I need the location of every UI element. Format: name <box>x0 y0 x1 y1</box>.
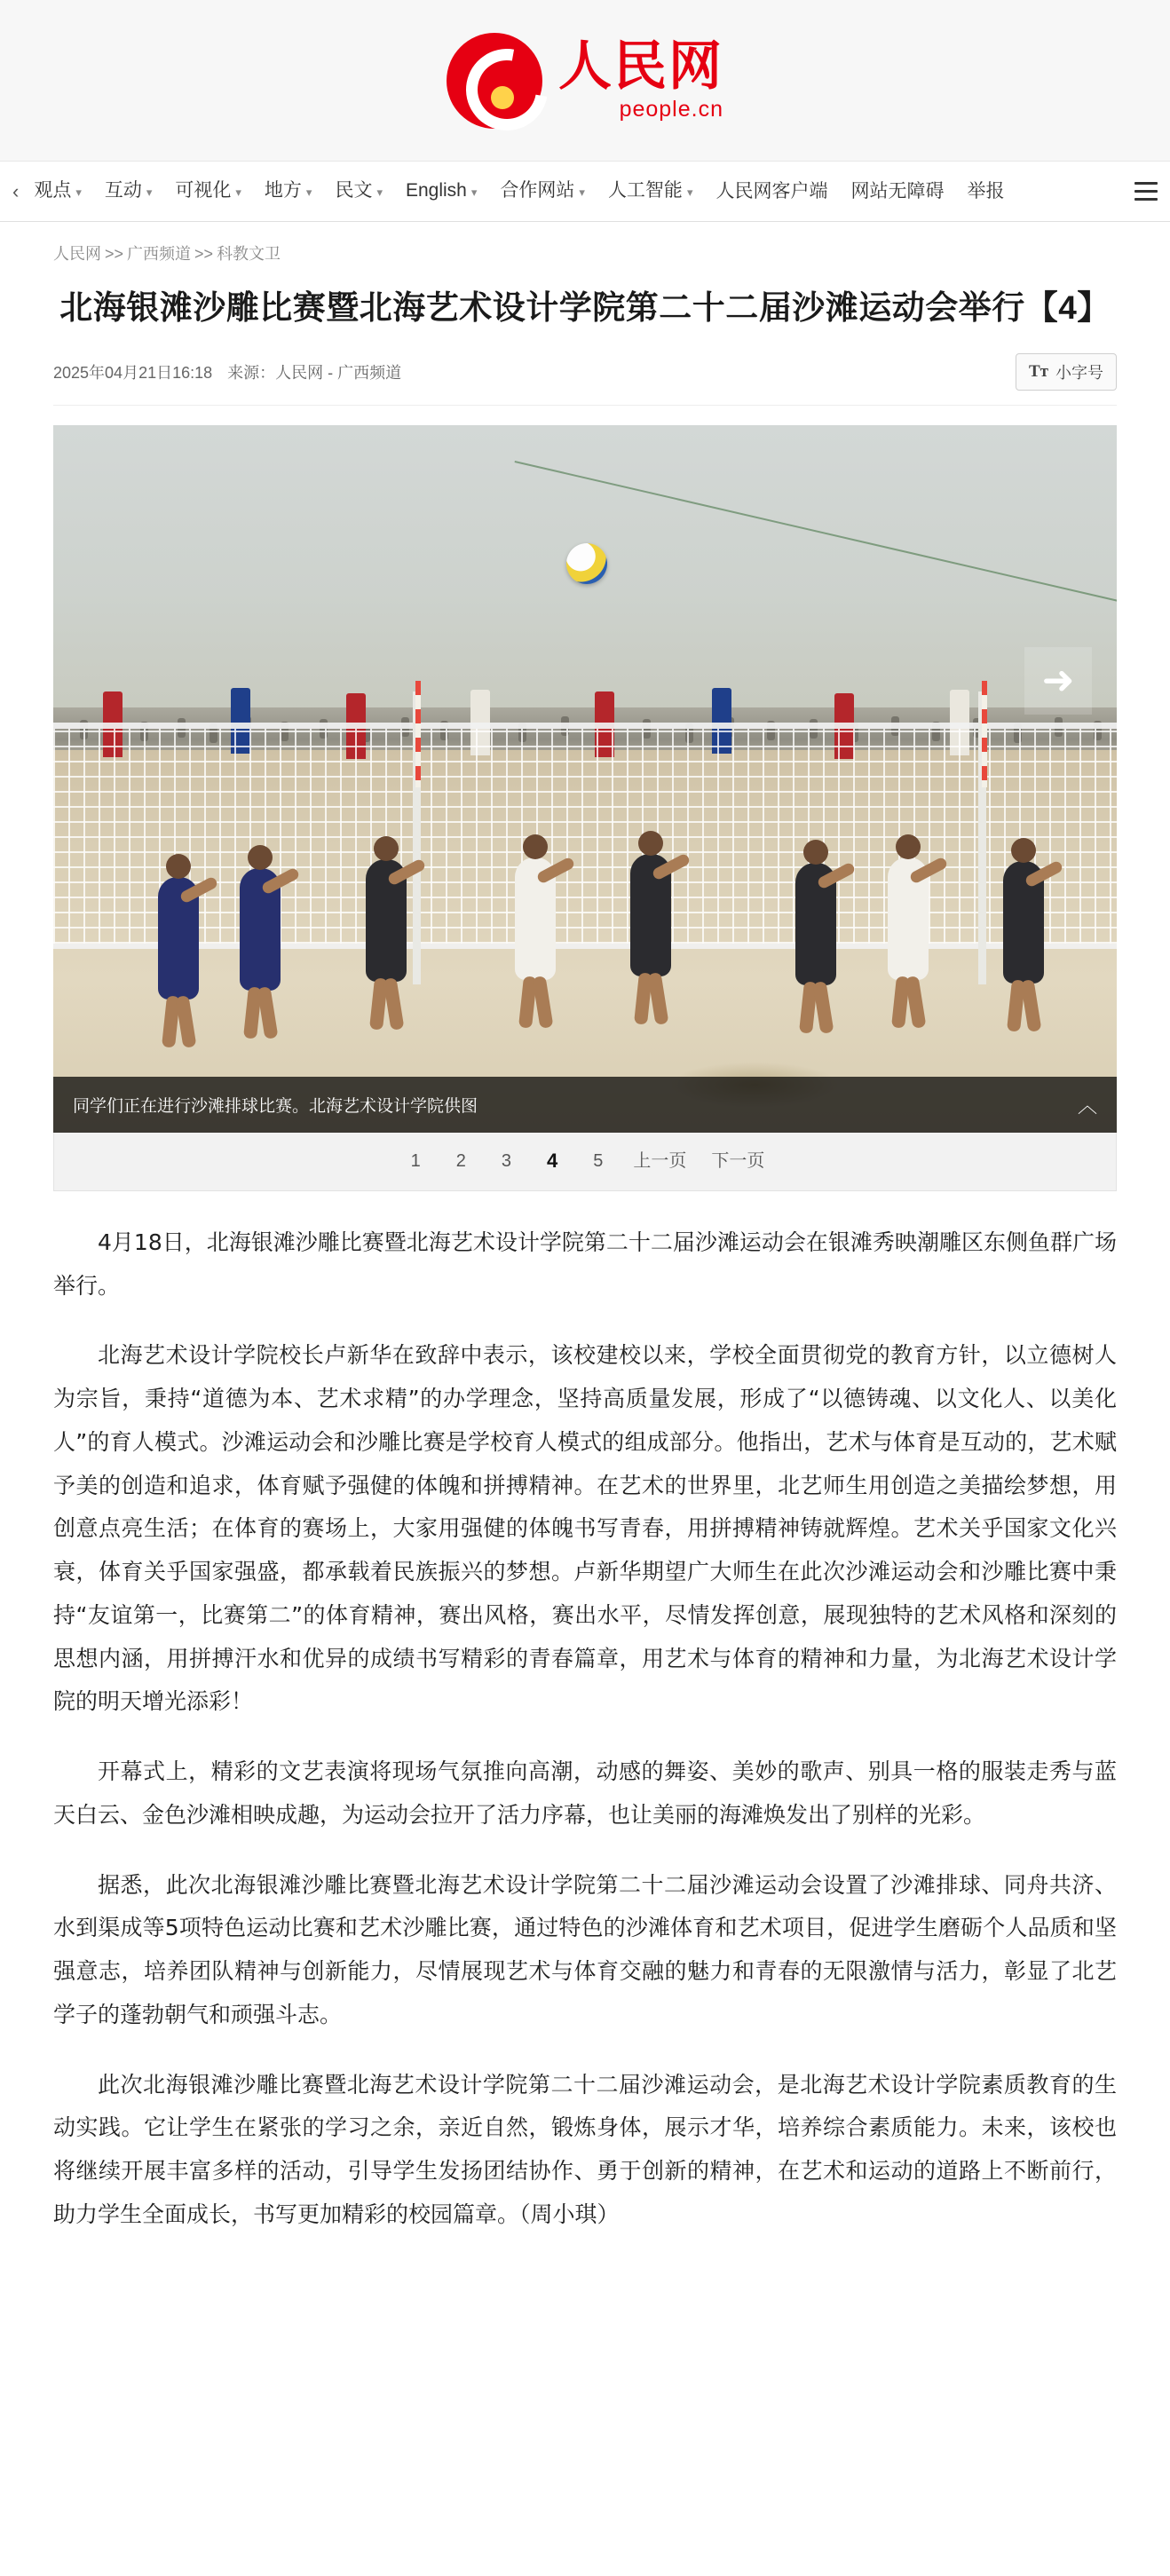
chevron-down-icon: ▾ <box>305 185 312 199</box>
nav-item-list <box>22 162 1129 222</box>
pager-page-3[interactable]: 3 <box>501 1151 511 1172</box>
photo-player <box>240 868 281 991</box>
volleyball-net <box>53 723 1117 949</box>
chevron-down-icon: ▾ <box>235 185 241 199</box>
chevron-down-icon: ▾ <box>470 185 478 199</box>
photo-player <box>1003 861 1044 984</box>
article-paragraph: 据悉，此次北海银滩沙雕比赛暨北海艺术设计学院第二十二届沙滩运动会设置了沙滩排球、同舟共济、水到渠成等5项特色运动比赛和艺术沙雕比赛，通过特色的沙滩体育和艺术项目，促进学生磨砺个人品质和坚强意志，培养团队精神与创新能力，尽情展现艺术与体育交融的魅力和青春的无限激情与活力，彰显了北艺学子的蓬勃朝气和顽强斗志。 <box>53 1871 1117 2027</box>
article-source-label: 来源： <box>227 363 276 382</box>
net-antenna <box>415 681 421 787</box>
net-antenna <box>982 681 987 787</box>
logo-text <box>558 35 723 123</box>
logo-title-en: people.cn <box>619 97 723 122</box>
people-cn-logo-icon <box>447 33 542 129</box>
nav-item-partner-sites[interactable] <box>488 162 597 222</box>
pager-prev-button[interactable]: 上一页 <box>633 1151 687 1172</box>
article-date: 2025年04月21日16:18 <box>53 363 213 382</box>
nav-label: 举报 <box>967 180 1005 201</box>
article-container <box>0 286 1170 2299</box>
nav-item-ethnic-culture[interactable] <box>323 162 394 222</box>
nav-label: 网站无障碍 <box>850 180 945 201</box>
nav-item-local[interactable] <box>253 162 324 222</box>
breadcrumb-separator: >> <box>194 245 214 263</box>
photo-player <box>888 857 929 980</box>
nav-item-interaction[interactable] <box>93 162 164 222</box>
pager-page-5[interactable]: 5 <box>593 1151 604 1172</box>
breadcrumb-item-guangxi[interactable]: 广西频道 <box>127 245 192 263</box>
main-navigation[interactable] <box>0 162 1170 222</box>
article-paragraph: 开幕式上，精彩的文艺表演将现场气氛推向高潮，动感的舞姿、美妙的歌声、别具一格的服装走秀与蓝天白云、金色沙滩相映成趣，为运动会拉开了活力序幕，也让美丽的海滩焕发出了别样的光彩。 <box>53 1758 1117 1828</box>
site-logo[interactable] <box>447 33 723 129</box>
nav-item-accessibility[interactable] <box>839 162 955 221</box>
article-body <box>53 1221 1117 2237</box>
nav-label: English <box>405 179 467 201</box>
breadcrumb <box>0 222 1170 273</box>
article-source[interactable]: 人民网 - 广西频道 <box>275 363 402 382</box>
breadcrumb-separator: >> <box>105 245 124 263</box>
nav-label: 合作网站 <box>500 179 575 201</box>
nav-label: 观点 <box>34 179 72 201</box>
nav-label: 人民网客户端 <box>715 180 828 201</box>
page-title: 北海银滩沙雕比赛暨北海艺术设计学院第二十二届沙滩运动会举行【4】 <box>59 289 1111 326</box>
photo-player <box>515 857 556 980</box>
chevron-down-icon: ▾ <box>75 185 82 199</box>
logo-title-cn: 人民网 <box>558 35 723 98</box>
nav-label: 地方 <box>264 179 302 201</box>
chevron-down-icon: ▾ <box>686 185 693 199</box>
pager-page-1[interactable]: 1 <box>410 1151 421 1172</box>
collapse-caption-icon[interactable]: ︿ <box>1077 1094 1097 1117</box>
breadcrumb-item-category[interactable]: 科教文卫 <box>217 245 281 263</box>
hamburger-bar <box>1134 198 1158 201</box>
nav-item-english[interactable] <box>394 162 488 222</box>
photo-stage[interactable] <box>53 425 1117 1133</box>
photo-player <box>366 859 407 982</box>
photo-caption-bar <box>53 1077 1117 1133</box>
nav-item-visualization[interactable] <box>163 162 253 222</box>
menu-hamburger-icon[interactable] <box>1134 182 1158 201</box>
font-size-button[interactable] <box>1016 353 1117 391</box>
nav-label: 互动 <box>104 179 142 201</box>
font-size-label: 小字号 <box>1055 363 1103 382</box>
breadcrumb-item-home[interactable]: 人民网 <box>53 245 101 263</box>
nav-item-viewpoint[interactable] <box>22 162 93 222</box>
font-size-icon: Tᴛ <box>1028 361 1048 381</box>
photo-caption-text: 同学们正在进行沙滩排球比赛。北海艺术设计学院供图 <box>73 1096 478 1116</box>
nav-item-report[interactable] <box>955 162 1016 221</box>
article-paragraph: 此次北海银滩沙雕比赛暨北海艺术设计学院第二十二届沙滩运动会，是北海艺术设计学院素质教育的生动实践。它让学生在紧张的学习之余，亲近自然，锻炼身体，展示才华，培养综合素质能力。未来，该校也将继续开展丰富多样的活动，引导学生发扬团结协作、勇于创新的精神，在艺术和运动的道路上不断前行，助力学生全面成长，书写更加精彩的校园篇章。（周小琪） <box>53 2071 1117 2227</box>
site-header <box>0 0 1170 162</box>
nav-item-ai[interactable] <box>597 162 705 222</box>
article-paragraph: 4月18日，北海银滩沙雕比赛暨北海艺术设计学院第二十二届沙滩运动会在银滩秀映潮雕区东侧鱼群广场举行。 <box>53 1229 1117 1299</box>
photo-player <box>630 854 671 976</box>
photo-player <box>795 863 836 985</box>
pager-page-2[interactable]: 2 <box>455 1151 466 1172</box>
volleyball-icon <box>566 543 607 584</box>
nav-scroll-left-icon[interactable]: ‹ <box>12 179 20 202</box>
pager-next-button[interactable]: 下一页 <box>711 1151 765 1172</box>
hamburger-bar <box>1134 182 1158 185</box>
photo-viewer <box>53 425 1117 1191</box>
nav-label: 民文 <box>335 179 373 201</box>
article-paragraph: 北海艺术设计学院校长卢新华在致辞中表示，该校建校以来，学校全面贯彻党的教育方针，以立德树人为宗旨，秉持“道德为本、艺术求精”的办学理念，坚持高质量发展，形成了“以德铸魂、以文化人、以美化人”的育人模式。沙滩运动会和沙雕比赛是学校育人模式的组成部分。他指出，艺术与体育是互动的，艺术赋予美的创造和追求，体育赋予强健的体魄和拼搏精神。在艺术的世界里，北艺师生用创造之美描绘梦想，用创意点亮生活；在体育的赛场上，大家用强健的体魄书写青春，用拼搏精神铸就辉煌。艺术关乎国家文化兴衰，体育关乎国家强盛，都承载着民族振兴的梦想。卢新华期望广大师生在此次沙滩运动会和沙雕比赛中秉持“友谊第一，比赛第二”的体育精神，赛出风格，赛出水平，尽情发挥创意，展现独特的艺术风格和深刻的思想内涵，用拼搏汗水和优异的成绩书写精彩的青春篇章，用艺术与体育的精神和力量，为北海艺术设计学院的明天增光添彩！ <box>53 1342 1117 1715</box>
chevron-down-icon: ▾ <box>579 185 585 199</box>
photo-player <box>158 877 199 1000</box>
photo-pager[interactable] <box>53 1133 1117 1191</box>
next-photo-button[interactable]: ➜ <box>1024 647 1092 715</box>
hamburger-bar <box>1134 190 1158 193</box>
nav-label: 人工智能 <box>607 179 683 201</box>
nav-item-app[interactable] <box>704 162 839 221</box>
pager-page-4-current[interactable]: 4 <box>547 1150 558 1173</box>
chevron-down-icon: ▾ <box>376 185 383 199</box>
nav-label: 可视化 <box>175 179 232 201</box>
article-meta-left <box>53 360 401 383</box>
chevron-down-icon: ▾ <box>146 185 153 199</box>
article-meta <box>53 353 1117 406</box>
